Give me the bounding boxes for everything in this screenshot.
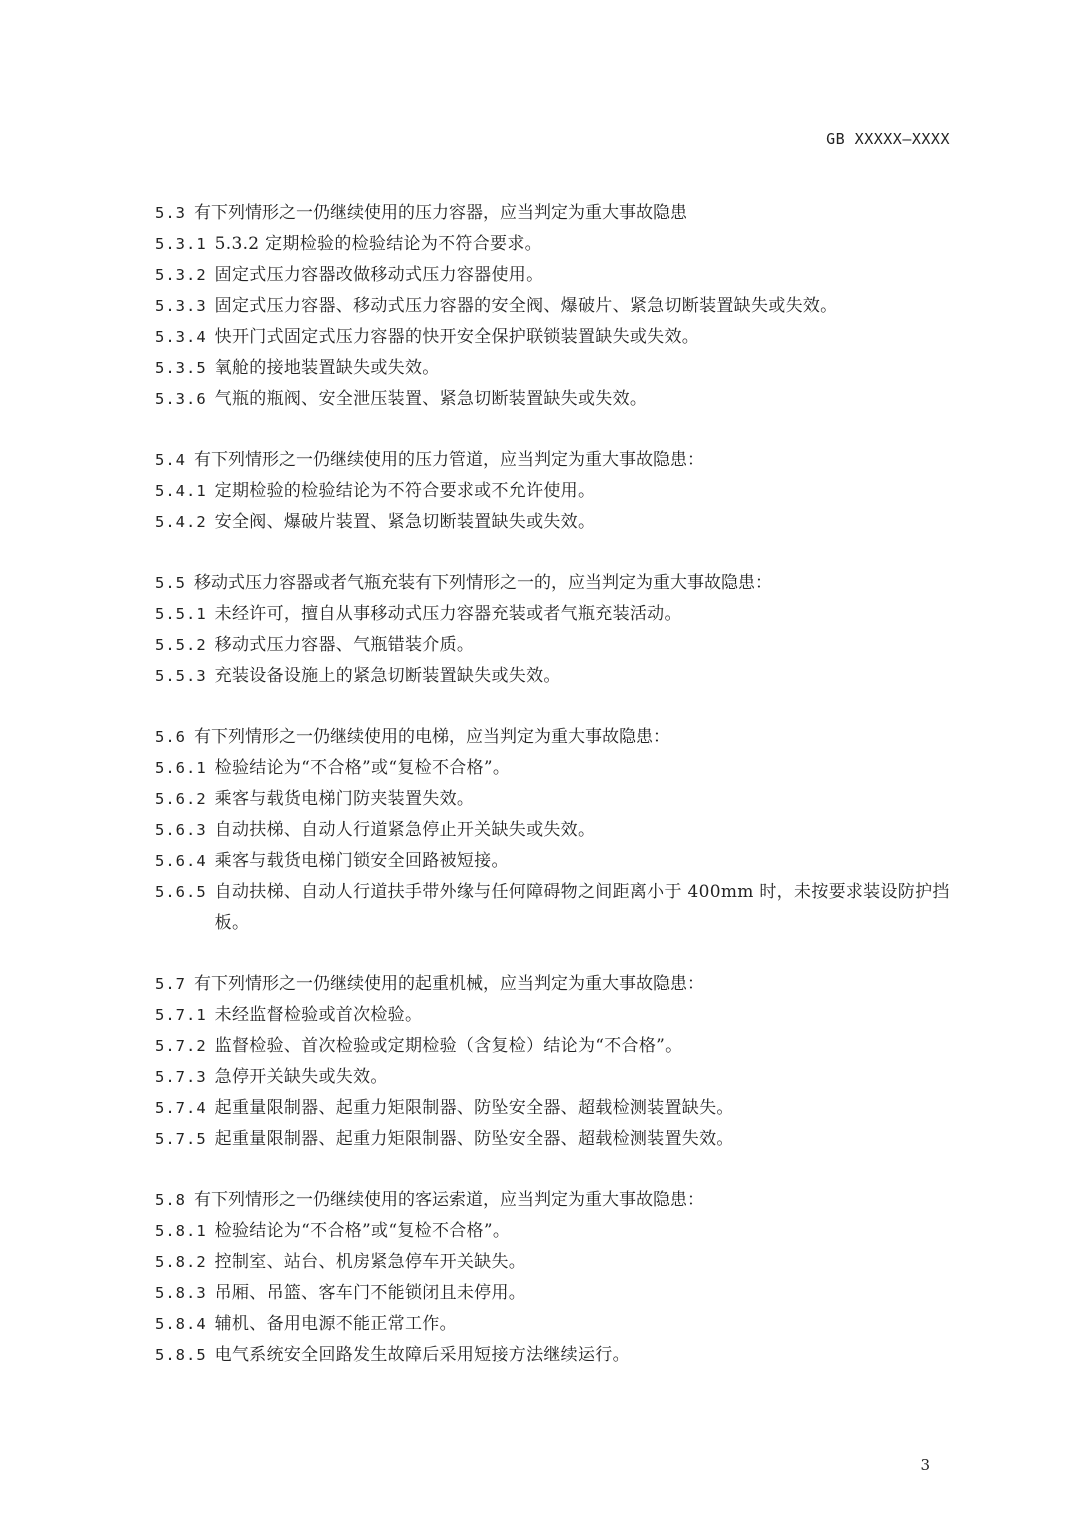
section-number: 5.6 bbox=[155, 728, 186, 746]
clause-text: 移动式压力容器、气瓶错装介质。 bbox=[214, 635, 475, 655]
clause-text: 乘客与载货电梯门防夹装置失效。 bbox=[214, 789, 475, 809]
clause bbox=[155, 661, 955, 692]
clause bbox=[155, 599, 955, 630]
clause bbox=[155, 1216, 955, 1247]
clause-text: 控制室、站台、机房紧急停车开关缺失。 bbox=[214, 1252, 527, 1272]
section-number: 5.7 bbox=[155, 975, 186, 993]
clause bbox=[155, 1000, 955, 1031]
clause-text: 起重量限制器、起重力矩限制器、防坠安全器、超载检测装置失效。 bbox=[214, 1129, 734, 1149]
clause-text: 自动扶梯、自动人行道扶手带外缘与任何障碍物之间距离小于 400mm 时，未按要求装设防护挡板。 bbox=[214, 882, 950, 933]
clause-number: 5.3.1 bbox=[155, 235, 207, 253]
clause bbox=[155, 291, 955, 322]
clause bbox=[155, 353, 955, 384]
document-body bbox=[155, 198, 955, 1401]
document-code: GB XXXXX—XXXX bbox=[826, 130, 950, 148]
clause-text: 固定式压力容器、移动式压力容器的安全阀、爆破片、紧急切断装置缺失或失效。 bbox=[214, 296, 838, 316]
section-title: 有下列情形之一仍继续使用的客运索道，应当判定为重大事故隐患： bbox=[194, 1190, 704, 1210]
clause bbox=[155, 753, 955, 784]
clause-text: 5.3.2 定期检验的检验结论为不符合要求。 bbox=[214, 234, 542, 254]
clause-text: 吊厢、吊篮、客车门不能锁闭且未停用。 bbox=[214, 1283, 527, 1303]
section-number: 5.3 bbox=[155, 204, 186, 222]
clause bbox=[155, 476, 955, 507]
section-title: 有下列情形之一仍继续使用的电梯，应当判定为重大事故隐患： bbox=[194, 727, 670, 747]
clause bbox=[155, 1124, 955, 1155]
clause-number: 5.6.5 bbox=[155, 883, 207, 901]
clause-number: 5.6.3 bbox=[155, 821, 207, 839]
clause-number: 5.7.1 bbox=[155, 1006, 207, 1024]
clause-number: 5.3.4 bbox=[155, 328, 207, 346]
section-number: 5.8 bbox=[155, 1191, 186, 1209]
section-title: 有下列情形之一仍继续使用的起重机械，应当判定为重大事故隐患： bbox=[194, 974, 704, 994]
section-heading bbox=[155, 568, 955, 599]
clause bbox=[155, 1340, 955, 1371]
section-title: 移动式压力容器或者气瓶充装有下列情形之一的，应当判定为重大事故隐患： bbox=[194, 573, 772, 593]
section-heading bbox=[155, 969, 955, 1000]
clause bbox=[155, 507, 955, 538]
clause bbox=[155, 1309, 955, 1340]
section-5-6 bbox=[155, 722, 955, 939]
clause-number: 5.8.3 bbox=[155, 1284, 207, 1302]
clause-text: 氧舱的接地装置缺失或失效。 bbox=[214, 358, 440, 378]
clause-number: 5.7.4 bbox=[155, 1099, 207, 1117]
section-5-8 bbox=[155, 1185, 955, 1371]
clause-number: 5.7.5 bbox=[155, 1130, 207, 1148]
section-number: 5.5 bbox=[155, 574, 186, 592]
clause-text: 未经监督检验或首次检验。 bbox=[214, 1005, 423, 1025]
clause bbox=[155, 1247, 955, 1278]
section-title: 有下列情形之一仍继续使用的压力容器，应当判定为重大事故隐患 bbox=[194, 203, 687, 223]
clause bbox=[155, 630, 955, 661]
clause-text: 乘客与载货电梯门锁安全回路被短接。 bbox=[214, 851, 509, 871]
clause bbox=[155, 384, 955, 415]
clause-text: 检验结论为“不合格”或“复检不合格”。 bbox=[214, 758, 511, 778]
clause-number: 5.3.6 bbox=[155, 390, 207, 408]
clause bbox=[155, 1093, 955, 1124]
clause bbox=[155, 877, 955, 939]
clause-text: 快开门式固定式压力容器的快开安全保护联锁装置缺失或失效。 bbox=[214, 327, 700, 347]
section-heading bbox=[155, 1185, 955, 1216]
clause-number: 5.3.3 bbox=[155, 297, 207, 315]
clause bbox=[155, 229, 955, 260]
clause-text: 辅机、备用电源不能正常工作。 bbox=[214, 1314, 457, 1334]
clause-number: 5.8.1 bbox=[155, 1222, 207, 1240]
clause-number: 5.7.2 bbox=[155, 1037, 207, 1055]
clause-text: 充装设备设施上的紧急切断装置缺失或失效。 bbox=[214, 666, 561, 686]
clause-number: 5.3.5 bbox=[155, 359, 207, 377]
section-5-3 bbox=[155, 198, 955, 415]
clause-text: 自动扶梯、自动人行道紧急停止开关缺失或失效。 bbox=[214, 820, 596, 840]
section-5-5 bbox=[155, 568, 955, 692]
clause bbox=[155, 815, 955, 846]
clause-number: 5.4.2 bbox=[155, 513, 207, 531]
clause bbox=[155, 322, 955, 353]
clause-text: 未经许可，擅自从事移动式压力容器充装或者气瓶充装活动。 bbox=[214, 604, 682, 624]
clause bbox=[155, 1062, 955, 1093]
clause-text: 固定式压力容器改做移动式压力容器使用。 bbox=[214, 265, 544, 285]
clause-number: 5.8.4 bbox=[155, 1315, 207, 1333]
clause-number: 5.8.5 bbox=[155, 1346, 207, 1364]
section-number: 5.4 bbox=[155, 451, 186, 469]
clause-number: 5.8.2 bbox=[155, 1253, 207, 1271]
section-5-4 bbox=[155, 445, 955, 538]
clause-text: 检验结论为“不合格”或“复检不合格”。 bbox=[214, 1221, 511, 1241]
section-heading bbox=[155, 198, 955, 229]
clause bbox=[155, 1031, 955, 1062]
clause-text: 定期检验的检验结论为不符合要求或不允许使用。 bbox=[214, 481, 596, 501]
clause bbox=[155, 784, 955, 815]
clause-number: 5.3.2 bbox=[155, 266, 207, 284]
clause bbox=[155, 846, 955, 877]
clause-text: 起重量限制器、起重力矩限制器、防坠安全器、超载检测装置缺失。 bbox=[214, 1098, 734, 1118]
clause-text: 安全阀、爆破片装置、紧急切断装置缺失或失效。 bbox=[214, 512, 596, 532]
clause-number: 5.6.2 bbox=[155, 790, 207, 808]
clause-text: 急停开关缺失或失效。 bbox=[214, 1067, 388, 1087]
clause-number: 5.5.3 bbox=[155, 667, 207, 685]
clause-number: 5.5.1 bbox=[155, 605, 207, 623]
section-heading bbox=[155, 445, 955, 476]
clause bbox=[155, 260, 955, 291]
clause-text: 监督检验、首次检验或定期检验（含复检）结论为“不合格”。 bbox=[214, 1036, 683, 1056]
clause-number: 5.6.1 bbox=[155, 759, 207, 777]
clause bbox=[155, 1278, 955, 1309]
clause-text: 气瓶的瓶阀、安全泄压装置、紧急切断装置缺失或失效。 bbox=[214, 389, 648, 409]
clause-number: 5.7.3 bbox=[155, 1068, 207, 1086]
clause-text: 电气系统安全回路发生故障后采用短接方法继续运行。 bbox=[214, 1345, 630, 1365]
section-heading bbox=[155, 722, 955, 753]
page-number: 3 bbox=[920, 1456, 930, 1474]
clause-number: 5.5.2 bbox=[155, 636, 207, 654]
clause-number: 5.4.1 bbox=[155, 482, 207, 500]
section-title: 有下列情形之一仍继续使用的压力管道，应当判定为重大事故隐患： bbox=[194, 450, 704, 470]
clause-number: 5.6.4 bbox=[155, 852, 207, 870]
section-5-7 bbox=[155, 969, 955, 1155]
